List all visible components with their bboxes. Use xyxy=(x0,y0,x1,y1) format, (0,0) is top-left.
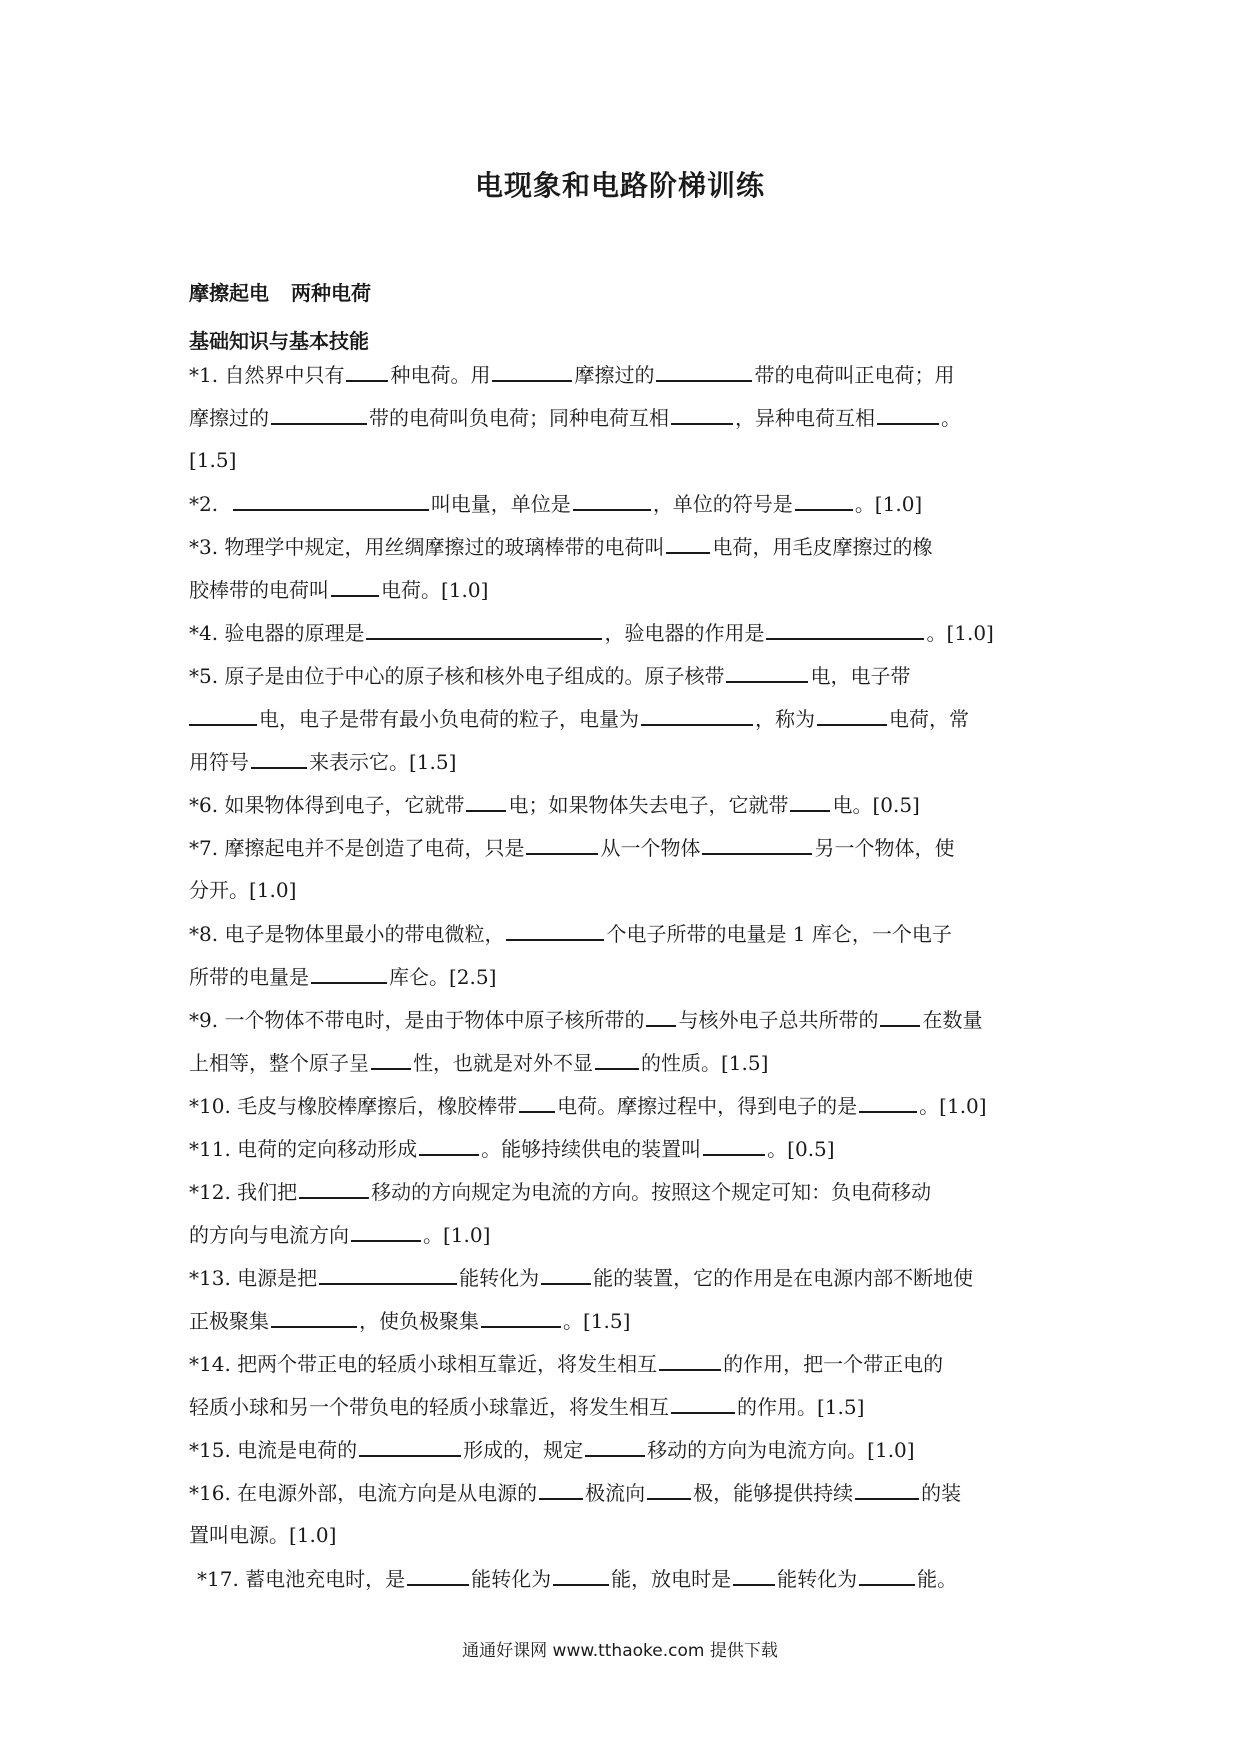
answer-blank xyxy=(466,790,506,812)
question-text: *9. 一个物体不带电时，是由于物体中原子核所带的 xyxy=(189,1008,645,1032)
question-13-line-1 xyxy=(189,1263,1059,1292)
answer-blank xyxy=(671,403,733,425)
question-text: 电荷。[1.0] xyxy=(381,578,489,602)
answer-blank xyxy=(659,1349,721,1371)
answer-blank xyxy=(553,1564,609,1586)
question-9-line-2 xyxy=(189,1048,1059,1077)
answer-blank xyxy=(371,1048,411,1070)
question-1-line-3: [1.5] xyxy=(189,448,237,472)
question-text: 移动的方向为电流方向。[1.0] xyxy=(647,1438,915,1462)
question-text: 。[1.0] xyxy=(926,621,994,645)
answer-blank xyxy=(859,1091,917,1113)
answer-blank xyxy=(817,704,887,726)
question-7-line-2: 分开。[1.0] xyxy=(189,878,297,902)
answer-blank xyxy=(573,489,651,511)
question-text: 的方向与电流方向 xyxy=(189,1223,349,1247)
answer-blank xyxy=(251,747,307,769)
question-text: 电，电子是带有最小负电荷的粒子，电量为 xyxy=(259,707,639,731)
answer-blank xyxy=(585,1435,645,1457)
answer-blank xyxy=(359,1435,461,1457)
answer-blank xyxy=(877,403,939,425)
question-text: 的作用。[1.5] xyxy=(737,1395,865,1419)
answer-blank xyxy=(271,1306,357,1328)
question-text: 能转化为 xyxy=(459,1266,540,1290)
answer-blank xyxy=(541,1263,591,1285)
question-text: 能转化为 xyxy=(777,1567,858,1591)
question-text: 个电子所带的电量是 1 库仑，一个电子 xyxy=(606,922,952,946)
answer-blank xyxy=(506,919,604,941)
answer-blank xyxy=(407,1564,469,1586)
question-4 xyxy=(189,618,1059,647)
answer-blank xyxy=(419,1134,479,1156)
question-text: 的性质。[1.5] xyxy=(641,1051,769,1075)
answer-blank xyxy=(790,790,830,812)
question-6 xyxy=(189,790,1059,819)
question-3-line-1 xyxy=(189,532,1059,561)
question-text: 电荷，用毛皮摩擦过的橡 xyxy=(712,535,933,559)
answer-blank xyxy=(595,1048,639,1070)
answer-blank xyxy=(519,1091,555,1113)
answer-blank xyxy=(641,704,753,726)
question-16-line-1 xyxy=(189,1478,1059,1507)
question-text: 能的装置，它的作用是在电源内部不断地使 xyxy=(593,1266,974,1290)
question-text: 从一个物体 xyxy=(600,836,701,860)
answer-blank xyxy=(346,360,388,382)
question-14-line-2 xyxy=(189,1392,1059,1421)
answer-blank xyxy=(299,1177,369,1199)
question-text: 正极聚集 xyxy=(189,1309,269,1333)
answer-blank xyxy=(366,618,602,640)
question-12-line-1 xyxy=(189,1177,1059,1206)
question-text: 摩擦过的 xyxy=(574,363,655,387)
answer-blank xyxy=(766,618,924,640)
question-text: 形成的，规定 xyxy=(463,1438,584,1462)
question-5-line-2 xyxy=(189,704,1059,733)
question-text: 种电荷。用 xyxy=(390,363,491,387)
question-text: 胶棒带的电荷叫 xyxy=(189,578,329,602)
question-text: 电；如果物体失去电子，它就带 xyxy=(508,793,789,817)
question-text: *5. 原子是由位于中心的原子核和核外电子组成的。原子核带 xyxy=(189,664,725,688)
answer-blank xyxy=(646,1005,676,1027)
question-text: 上相等，整个原子呈 xyxy=(189,1051,369,1075)
section-heading-part-2: 两种电荷 xyxy=(291,281,371,305)
answer-blank xyxy=(880,1005,920,1027)
question-16-line-2: 置叫电源。[1.0] xyxy=(189,1523,337,1547)
question-text: 。[1.0] xyxy=(423,1223,491,1247)
question-text: 能。 xyxy=(917,1567,958,1591)
answer-blank xyxy=(647,1478,691,1500)
question-text: 来表示它。[1.5] xyxy=(309,750,457,774)
answer-blank xyxy=(726,661,808,683)
question-text: 。能够持续供电的装置叫 xyxy=(481,1137,702,1161)
question-text: *1. 自然界中只有 xyxy=(189,363,345,387)
question-text: 。[0.5] xyxy=(767,1137,835,1161)
question-text: 极流向 xyxy=(585,1481,646,1505)
question-text: 所带的电量是 xyxy=(189,965,309,989)
question-text: 带的电荷叫负电荷；同种电荷互相 xyxy=(369,406,669,430)
question-text: 移动的方向规定为电流的方向。按照这个规定可知：负电荷移动 xyxy=(371,1180,932,1204)
question-text: ，称为 xyxy=(755,707,815,731)
section-heading-friction xyxy=(189,277,371,306)
question-text: *13. 电源是把 xyxy=(189,1266,318,1290)
question-text: 叫电量，单位是 xyxy=(430,492,571,516)
answer-blank xyxy=(271,403,367,425)
question-text: 能，放电时是 xyxy=(611,1567,732,1591)
answer-blank xyxy=(526,833,598,855)
question-text: ，验电器的作用是 xyxy=(604,621,765,645)
answer-blank xyxy=(331,575,379,597)
answer-blank xyxy=(666,532,710,554)
question-5-line-1 xyxy=(189,661,1059,690)
question-10 xyxy=(189,1091,1059,1120)
answer-blank xyxy=(492,360,572,382)
question-text: *2. xyxy=(189,492,219,516)
question-11 xyxy=(189,1134,1059,1163)
question-text: 电荷，常 xyxy=(889,707,969,731)
question-text: *8. 电子是物体里最小的带电微粒， xyxy=(189,922,505,946)
question-1-line-2 xyxy=(189,403,1059,432)
question-text: 电荷。摩擦过程中，得到电子的是 xyxy=(557,1094,858,1118)
question-15 xyxy=(189,1435,1059,1464)
answer-blank xyxy=(795,489,853,511)
answer-blank xyxy=(859,1564,915,1586)
question-text: 与核外电子总共所带的 xyxy=(678,1008,879,1032)
question-text: 轻质小球和另一个带负电的轻质小球靠近，将发生相互 xyxy=(189,1395,669,1419)
answer-blank xyxy=(671,1392,735,1414)
question-text: 带的电荷叫正电荷；用 xyxy=(754,363,955,387)
question-1-line-1 xyxy=(189,360,1059,389)
question-9-line-1 xyxy=(189,1005,1059,1034)
question-text: 的装 xyxy=(921,1481,962,1505)
question-text: 的作用，把一个带正电的 xyxy=(723,1352,944,1376)
question-8-line-2 xyxy=(189,962,1059,991)
answer-blank xyxy=(656,360,752,382)
answer-blank xyxy=(702,833,812,855)
page-footer: 通通好课网 www.tthaoke.com 提供下载 xyxy=(462,1641,778,1661)
question-text: 库仑。[2.5] xyxy=(389,965,497,989)
question-text: ，使负极聚集 xyxy=(359,1309,479,1333)
question-text: ，单位的符号是 xyxy=(652,492,793,516)
section-heading-basics: 基础知识与基本技能 xyxy=(189,329,369,353)
question-7-line-1 xyxy=(189,833,1059,862)
answer-blank xyxy=(703,1134,765,1156)
answer-blank xyxy=(351,1220,421,1242)
question-text: *10. 毛皮与橡胶棒摩擦后，橡胶棒带 xyxy=(189,1094,518,1118)
question-text: 用符号 xyxy=(189,750,249,774)
question-2 xyxy=(189,489,1059,518)
question-14-line-1 xyxy=(189,1349,1059,1378)
question-13-line-2 xyxy=(189,1306,1059,1335)
question-text: 性，也就是对外不显 xyxy=(413,1051,593,1075)
question-12-line-2 xyxy=(189,1220,1059,1249)
question-text: *15. 电流是电荷的 xyxy=(189,1438,358,1462)
question-text: *14. 把两个带正电的轻质小球相互靠近，将发生相互 xyxy=(189,1352,658,1376)
question-text: 。[1.0] xyxy=(919,1094,987,1118)
question-text: 能转化为 xyxy=(471,1567,552,1591)
question-text: 摩擦过的 xyxy=(189,406,269,430)
question-text: *17. 蓄电池充电时，是 xyxy=(197,1567,406,1591)
question-text: 极，能够提供持续 xyxy=(693,1481,854,1505)
question-text: *11. 电荷的定向移动形成 xyxy=(189,1137,418,1161)
question-text: 电，电子带 xyxy=(810,664,911,688)
question-text: *16. 在电源外部，电流方向是从电源的 xyxy=(189,1481,538,1505)
question-3-line-2 xyxy=(189,575,1059,604)
question-text: 。[1.0] xyxy=(854,492,923,516)
answer-blank xyxy=(189,704,257,726)
question-text: 另一个物体，使 xyxy=(814,836,955,860)
question-text: ，异种电荷互相 xyxy=(735,406,875,430)
question-text: *7. 摩擦起电并不是创造了电荷，只是 xyxy=(189,836,525,860)
question-text: 在数量 xyxy=(922,1008,983,1032)
page-title: 电现象和电路阶梯训练 xyxy=(474,169,765,202)
question-8-line-1 xyxy=(189,919,1059,948)
question-17 xyxy=(197,1564,1067,1593)
question-text: 。[1.5] xyxy=(563,1309,631,1333)
answer-blank xyxy=(855,1478,919,1500)
question-text: *6. 如果物体得到电子，它就带 xyxy=(189,793,465,817)
answer-blank xyxy=(233,489,429,511)
answer-blank xyxy=(539,1478,583,1500)
question-5-line-3 xyxy=(189,747,1059,776)
question-text: 。 xyxy=(941,406,961,430)
question-text: *4. 验电器的原理是 xyxy=(189,621,365,645)
section-heading-part-1: 摩擦起电 xyxy=(189,281,269,305)
question-text: *12. 我们把 xyxy=(189,1180,298,1204)
answer-blank xyxy=(319,1263,457,1285)
answer-blank xyxy=(311,962,387,984)
question-text: *3. 物理学中规定，用丝绸摩擦过的玻璃棒带的电荷叫 xyxy=(189,535,665,559)
question-text: 电。[0.5] xyxy=(832,793,920,817)
answer-blank xyxy=(733,1564,775,1586)
answer-blank xyxy=(481,1306,561,1328)
